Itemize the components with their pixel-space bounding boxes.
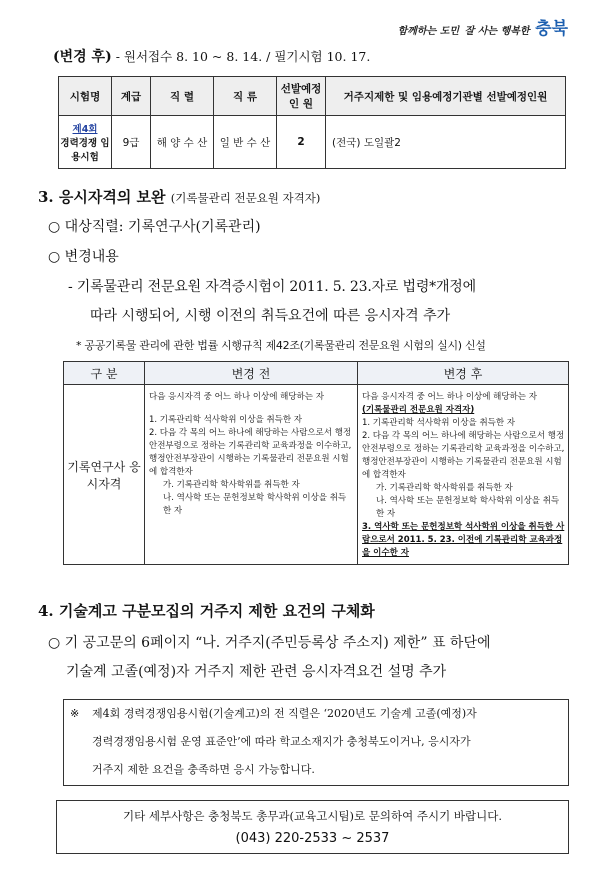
section4-line2: 기술계 고졸(예정)자 거주지 제한 관련 응시자격요건 설명 추가 bbox=[66, 664, 447, 680]
before-item2: 2. 다음 각 목의 어느 하나에 해당하는 사람으로서 행정안전부령으로 정하는 기록관리학 교육과정을 이수하고, 행정안전부장관이 시행하는 기록물관리 전문요원 시험에 합격한자 bbox=[149, 428, 352, 477]
exam-name: 경력경쟁 임용시험 bbox=[60, 138, 110, 163]
change-notice bbox=[53, 46, 370, 66]
change-prefix: (변경 후) bbox=[53, 49, 112, 65]
section3-detail-2: 따라 시행되어, 시행 이전의 취득요건에 따른 응시자격 추가 bbox=[90, 308, 451, 324]
after-item3: 3. 역사학 또는 문헌정보학 석사학위 이상을 취득한 사람으로서 2011. 5. 23. 이전에 기록관리학 교육과정을 이수한 자 bbox=[362, 522, 565, 558]
logo-slogan: 함께하는 도민 bbox=[397, 26, 460, 37]
section3-detail-1: - 기록물관리 전문요원 자격증시험이 2011. 5. 23.자로 법령*개정에 bbox=[68, 279, 476, 295]
after-intro: 다음 응시자격 중 어느 하나 이상에 해당하는 자 bbox=[362, 392, 537, 402]
category-cell: 기록연구사 응시자격 bbox=[64, 385, 145, 565]
before-cell bbox=[145, 385, 358, 565]
contact-text: 기타 세부사항은 충청북도 총무과(교육고시팀)로 문의하여 주시기 바랍니다. bbox=[123, 809, 502, 823]
section4-line1: ○ 기 공고문의 6페이지 “나. 거주지(주민등록상 주소지) 제한” 표 하단에 bbox=[48, 635, 491, 651]
col-region: 거주지제한 및 임용예정기관별 선발예정인원 bbox=[326, 77, 566, 116]
after-item-a: 가. 기록관리학 학사학위를 취득한 자 bbox=[376, 483, 513, 493]
after-cell bbox=[358, 385, 569, 565]
series-cell: 해 양 수 산 bbox=[151, 116, 214, 169]
table-row bbox=[64, 385, 569, 565]
section3-heading: 3. 응시자격의 보완 bbox=[38, 188, 166, 206]
grade-cell: 9급 bbox=[112, 116, 151, 169]
section3-footnote: * 공공기록물 관리에 관한 법률 시행규칙 제42조(기록물관리 전문요원 시험의 실시) 신설 bbox=[76, 339, 486, 352]
before-item1: 1. 기록관리학 석사학위 이상을 취득한 자 bbox=[149, 415, 302, 425]
col-count: 선발예정 인 원 bbox=[277, 77, 326, 116]
col-grade: 계급 bbox=[112, 77, 151, 116]
note-line3: 거주지 제한 요건을 충족하면 응시 가능합니다. bbox=[92, 763, 315, 776]
note-line2: 경력경쟁임용시험 운영 표준안’에 따라 학교소재지가 충청북도이거나, 응시자가 bbox=[92, 735, 471, 748]
region-cell: (전국) 도일괄2 bbox=[326, 116, 566, 169]
col-class: 직 류 bbox=[214, 77, 277, 116]
count-cell: 2 bbox=[277, 116, 326, 169]
after-intro-underlined: (기록물관리 전문요원 자격자) bbox=[362, 405, 475, 415]
exam-cell bbox=[59, 116, 112, 169]
class-cell: 일 반 수 산 bbox=[214, 116, 277, 169]
section4-title: 4. 기술계고 구분모집의 거주지 제한 요건의 구체화 bbox=[38, 602, 375, 620]
logo-middle: 잘 사는 행복한 bbox=[464, 26, 530, 37]
change-text: - 원서접수 8. 10 ~ 8. 14. / 필기시험 10. 17. bbox=[115, 49, 371, 64]
chungbuk-logo bbox=[398, 14, 568, 39]
before-item-a: 가. 기록관리학 학사학위를 취득한 자 bbox=[163, 480, 300, 490]
table-row bbox=[59, 116, 566, 169]
after-item1: 1. 기록관리학 석사학위 이상을 취득한 자 bbox=[362, 418, 515, 428]
qualification-table bbox=[63, 361, 569, 565]
col-series: 직 렬 bbox=[151, 77, 214, 116]
section4-note-box bbox=[63, 699, 569, 786]
section3-title bbox=[38, 186, 320, 207]
col-after: 변경 후 bbox=[358, 362, 569, 385]
after-item-b: 나. 역사학 또는 문헌정보학 학사학위 이상을 취득한 자 bbox=[376, 496, 560, 519]
before-intro: 다음 응시자격 중 어느 하나 이상에 해당하는 자 bbox=[149, 392, 324, 402]
contact-box bbox=[56, 800, 569, 854]
col-category: 구 분 bbox=[64, 362, 145, 385]
note-line1: 제4회 경력경쟁임용시험(기술계고)의 전 직렬은 ‘2020년도 기술계 고졸(예정)자 bbox=[92, 707, 477, 720]
note-mark: ※ bbox=[70, 707, 80, 720]
section3-item1: ○ 대상직렬: 기록연구사(기록관리) bbox=[48, 219, 261, 235]
col-exam: 시험명 bbox=[59, 77, 112, 116]
logo-brand: 충북 bbox=[535, 19, 568, 39]
contact-phone: (043) 220-2533 ~ 2537 bbox=[235, 831, 390, 846]
section3-item2: ○ 변경내용 bbox=[48, 249, 119, 265]
recruitment-table bbox=[58, 76, 566, 169]
section3-subtitle: (기록물관리 전문요원 자격자) bbox=[170, 191, 321, 205]
exam-round: 제4회 bbox=[72, 124, 98, 135]
col-before: 변경 전 bbox=[145, 362, 358, 385]
after-item2: 2. 다음 각 목의 어느 하나에 해당하는 사람으로서 행정안전부령으로 정하는 기록관리학 교육과정을 이수하고, 행정안전부장관이 시행하는 기록물관리 전문요원 시험에 합격한자 bbox=[362, 431, 565, 480]
before-item-b: 나. 역사학 또는 문헌정보학 학사학위 이상을 취득한 자 bbox=[163, 493, 347, 516]
